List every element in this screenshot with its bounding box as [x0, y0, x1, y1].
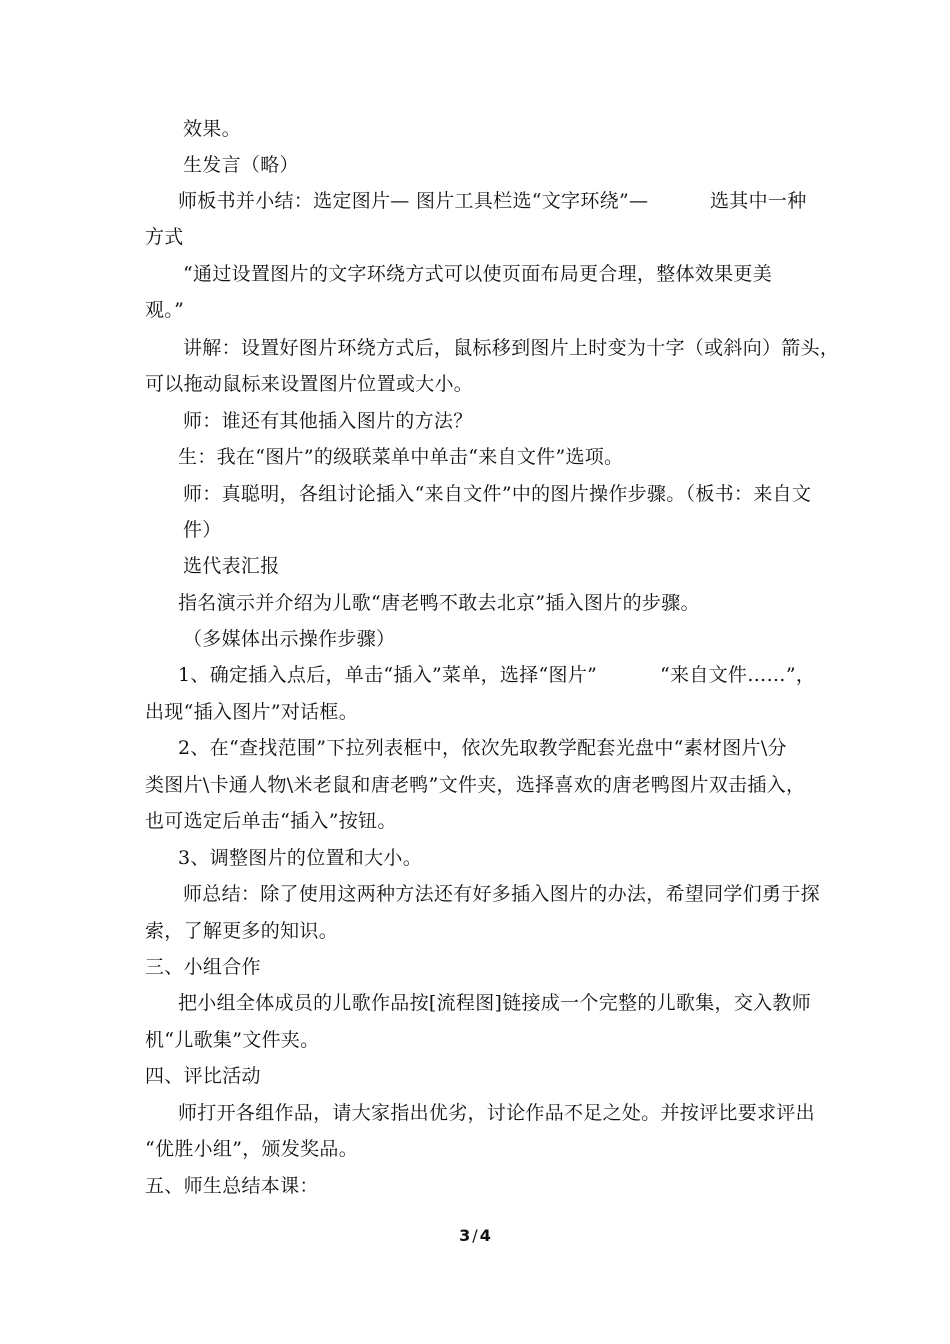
text-line: 方式	[145, 226, 184, 248]
text-line: 师总结：除了使用这两种方法还有好多插入图片的办法，希望同学们勇于探	[183, 883, 820, 905]
text-line: 讲解：设置好图片环绕方式后，鼠标移到图片上时变为十字（或斜向）箭头，	[183, 337, 840, 359]
text-line: 索，了解更多的知识。	[145, 920, 339, 942]
text-line: 指名演示并介绍为儿歌“唐老鸭不敢去北京”插入图片的步骤。	[178, 592, 700, 614]
text-line: 生发言（略）	[183, 154, 299, 176]
text-line: 类图片\卡通人物\米老鼠和唐老鸭”文件夹，选择喜欢的唐老鸭图片双击插入，	[145, 774, 806, 796]
page-separator: /	[472, 1226, 478, 1245]
text-line: 机“儿歌集”文件夹。	[145, 1029, 320, 1051]
text-line: 师打开各组作品，请大家指出优劣，讨论作品不足之处。并按评比要求评出	[178, 1102, 815, 1124]
current-page: 3	[459, 1226, 471, 1245]
text-line: “优胜小组”，颁发奖品。	[145, 1138, 359, 1160]
text-line: 观。”	[145, 299, 185, 321]
text-line: 也可选定后单击“插入”按钮。	[145, 810, 397, 832]
text-line: “来自文件……”，	[660, 664, 816, 686]
text-line: 选代表汇报	[183, 555, 280, 577]
total-pages: 4	[479, 1226, 491, 1245]
section-heading: 四、评比活动	[145, 1065, 261, 1087]
section-heading: 三、小组合作	[145, 956, 261, 978]
section-heading: 五、师生总结本课：	[145, 1175, 319, 1197]
text-line: 件）	[183, 519, 222, 541]
page-number	[0, 1226, 950, 1246]
text-line: 1、确定插入点后，单击“插入”菜单，选择“图片”	[178, 664, 598, 686]
text-line: 可以拖动鼠标来设置图片位置或大小。	[145, 373, 474, 395]
text-line: 3、调整图片的位置和大小。	[178, 847, 422, 869]
text-line: 效果。	[183, 118, 241, 140]
text-line: 出现“插入图片”对话框。	[145, 701, 359, 723]
text-line: 选其中一种	[710, 190, 807, 212]
text-line: 师板书并小结：选定图片— 图片工具栏选“文字环绕”—	[178, 190, 649, 212]
text-line: 2、在“查找范围”下拉列表框中，依次先取教学配套光盘中“素材图片\分	[178, 737, 787, 759]
text-line: 师：真聪明，各组讨论插入“来自文件”中的图片操作步骤。（板书：来自文	[183, 483, 812, 505]
text-line: （多媒体出示操作步骤）	[183, 628, 396, 650]
text-line: 生：我在“图片”的级联菜单中单击“来自文件”选项。	[178, 446, 624, 468]
text-line: 师：谁还有其他插入图片的方法？	[183, 410, 473, 432]
text-line: 把小组全体成员的儿歌作品按[流程图]链接成一个完整的儿歌集，交入教师	[178, 992, 812, 1014]
text-line: “通过设置图片的文字环绕方式可以使页面布局更合理，整体效果更美	[183, 263, 773, 285]
